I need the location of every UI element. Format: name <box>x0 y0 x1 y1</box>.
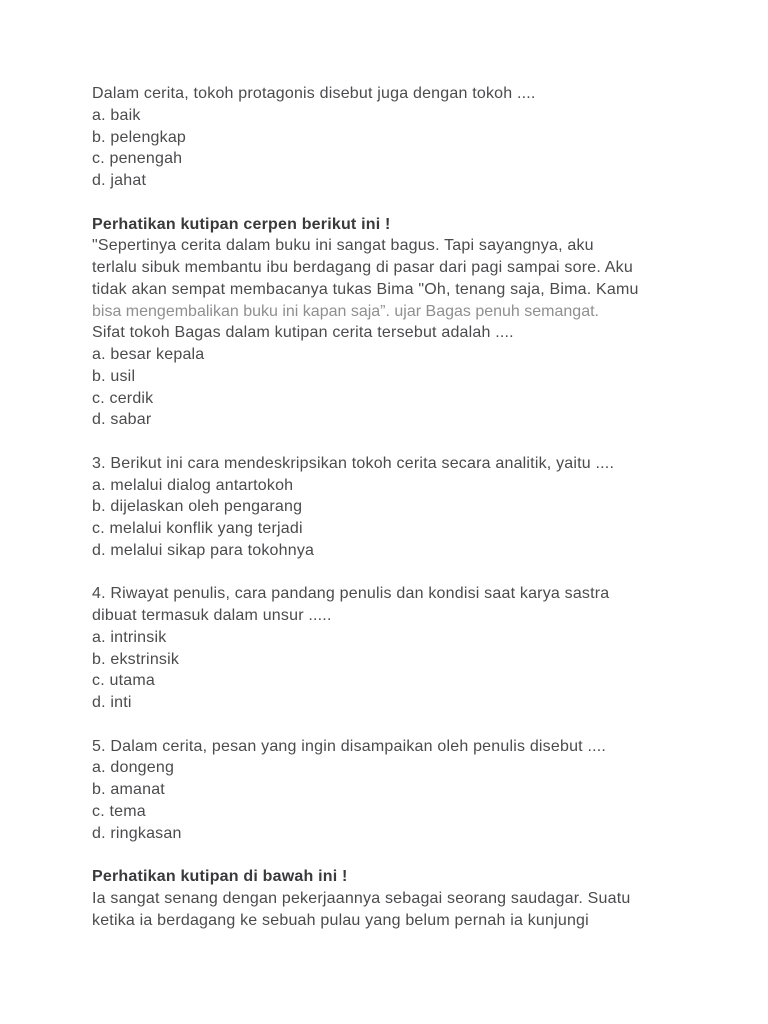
question-3 <box>92 453 712 562</box>
question-2 <box>92 214 712 432</box>
text-line: "Sepertinya cerita dalam buku ini sangat bagus. Tapi sayangnya, aku <box>92 237 594 255</box>
text-line: terlalu sibuk membantu ibu berdagang di pasar dari pagi sampai sore. Aku <box>92 259 633 276</box>
text-line: Perhatikan kutipan cerpen berikut ini ! <box>92 215 391 233</box>
text-line: c. melalui konflik yang terjadi <box>92 520 303 537</box>
text-line: d. sabar <box>92 411 152 429</box>
text-line: Perhatikan kutipan di bawah ini ! <box>92 868 348 885</box>
text-line: a. baik <box>92 106 141 124</box>
text-line: b. amanat <box>92 781 165 798</box>
text-line: Sifat tokoh Bagas dalam kutipan cerita tersebut adalah .... <box>92 324 514 342</box>
question-1 <box>92 83 712 192</box>
text-line: 3. Berikut ini cara mendeskripsikan tokoh cerita secara analitik, yaitu .... <box>92 454 615 472</box>
text-line: c. tema <box>92 802 146 820</box>
text-line: bisa mengembalikan buku ini kapan saja”. ujar Bagas penuh semangat. <box>92 302 599 320</box>
text-line: a. intrinsik <box>92 628 167 646</box>
text-line: Dalam cerita, tokoh protagonis disebut juga dengan tokoh .... <box>92 85 536 102</box>
text-line: 4. Riwayat penulis, cara pandang penulis dan kondisi saat karya sastra <box>92 585 610 603</box>
text-line: Ia sangat senang dengan pekerjaannya sebagai seorang saudagar. Suatu <box>92 889 631 907</box>
text-line: dibuat termasuk dalam unsur ..... <box>92 607 332 624</box>
text-line: d. inti <box>92 694 132 711</box>
text-line: d. jahat <box>92 172 147 189</box>
text-line: tidak akan sempat membacanya tukas Bima "Oh, tenang saja, Bima. Kamu <box>92 280 639 298</box>
question-4 <box>92 583 712 714</box>
text-line: c. penengah <box>92 150 183 168</box>
text-line: d. ringkasan <box>92 824 182 842</box>
text-line: b. usil <box>92 367 136 385</box>
text-line: a. besar kepala <box>92 346 205 363</box>
text-line: c. utama <box>92 672 155 690</box>
text-line: d. melalui sikap para tokohnya <box>92 541 315 559</box>
text-line: b. pelengkap <box>92 128 187 146</box>
text-line: c. cerdik <box>92 389 154 407</box>
passage-intro <box>92 866 712 931</box>
text-line: 5. Dalam cerita, pesan yang ingin disampaikan oleh penulis disebut .... <box>92 737 607 755</box>
text-line: a. melalui dialog antartokoh <box>92 476 294 494</box>
page-text <box>92 83 712 931</box>
text-line: a. dongeng <box>92 759 175 777</box>
text-line: ketika ia berdagang ke sebuah pulau yang belum pernah ia kunjungi <box>92 911 589 929</box>
question-5 <box>92 736 712 845</box>
text-line: b. dijelaskan oleh pengarang <box>92 498 303 516</box>
text-line: b. ekstrinsik <box>92 650 180 668</box>
